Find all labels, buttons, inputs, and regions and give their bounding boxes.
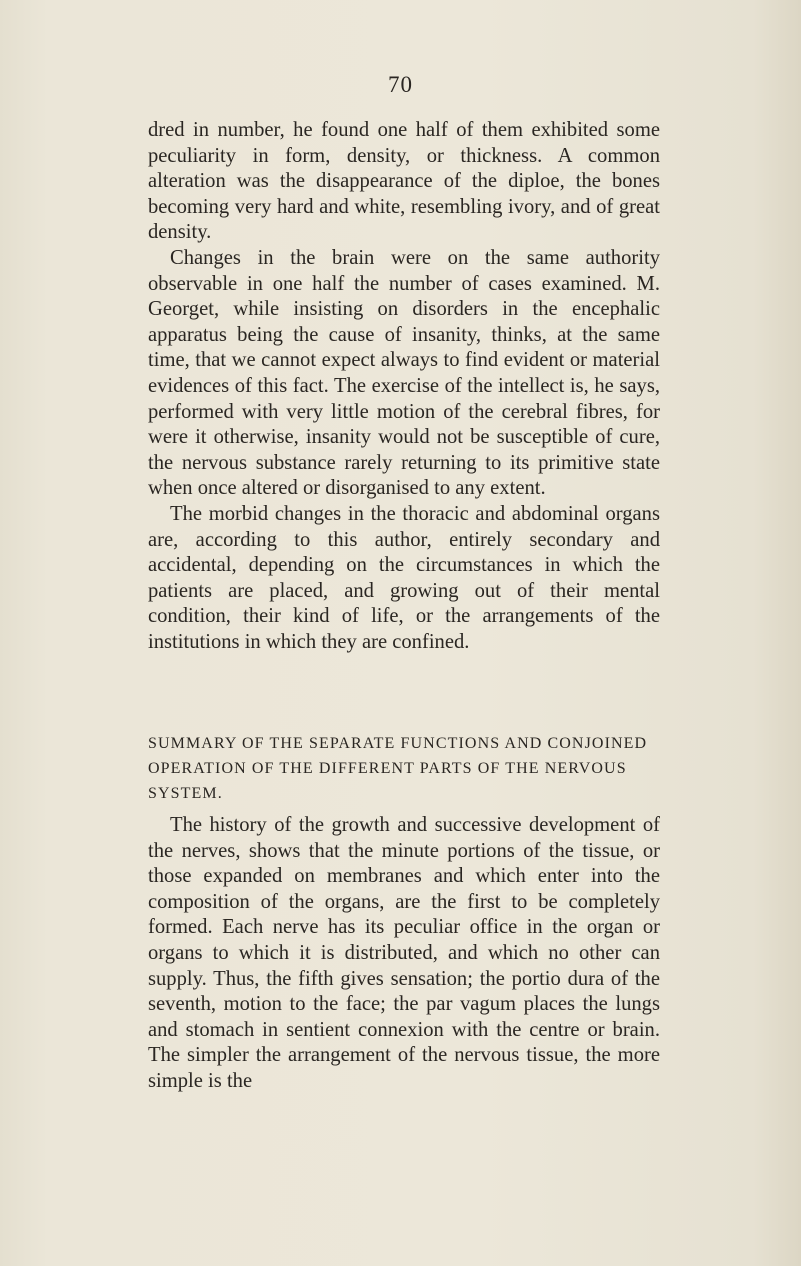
paragraph: dred in number, he found one half of them exhibited some peculiarity in form, density, or thickness. A common alteration was the disappearance of the diploe, the bones becoming very hard and white, resembling ivory, and of great density. [148, 119, 660, 244]
paragraph: Changes in the brain were on the same authority observable in one half the number of cases examined. M. Georget, while insisting on disorders in the encephalic apparatus being the cause of insanity, thinks, at the same time, that we cannot expect always to find evident or material evidences of this fact. The exercise of the intellect is, he says, performed with very little motion of the cerebral fibres, for were it otherwise, insanity would not be susceptible of cure, the nervous substance rarely returning to its primitive state when once altered or disorganised to any extent. [148, 246, 660, 500]
page-number: 70 [388, 72, 413, 97]
paragraph: The morbid changes in the thoracic and abdominal organs are, according to this author, entirely secondary and accidental, depending on the circumstances in which the patients are placed, and growing out of their mental condition, their kind of life, or the arrangements of the institutions in which they are confined. [148, 502, 660, 653]
body-text-bottom [148, 813, 660, 1095]
section-heading: SUMMARY OF THE SEPARATE FUNCTIONS AND CONJOINED OPERATION OF THE DIFFERENT PARTS OF THE NERVOUS SYSTEM. [148, 735, 648, 802]
body-text-top [148, 118, 660, 655]
paragraph: The history of the growth and successive development of the nerves, shows that the minute portions of the tissue, or those expanded on membranes and which enter into the composition of the organs, are the first to be completely formed. Each nerve has its peculiar office in the organ or organs to which it is distributed, and which no other can supply. Thus, the fifth gives sensation; the portio dura of the seventh, motion to the face; the par vagum places the lungs and stomach in sentient connexion with the centre or brain. The simpler the arrangement of the nervous tissue, the more simple is the [148, 814, 660, 1092]
